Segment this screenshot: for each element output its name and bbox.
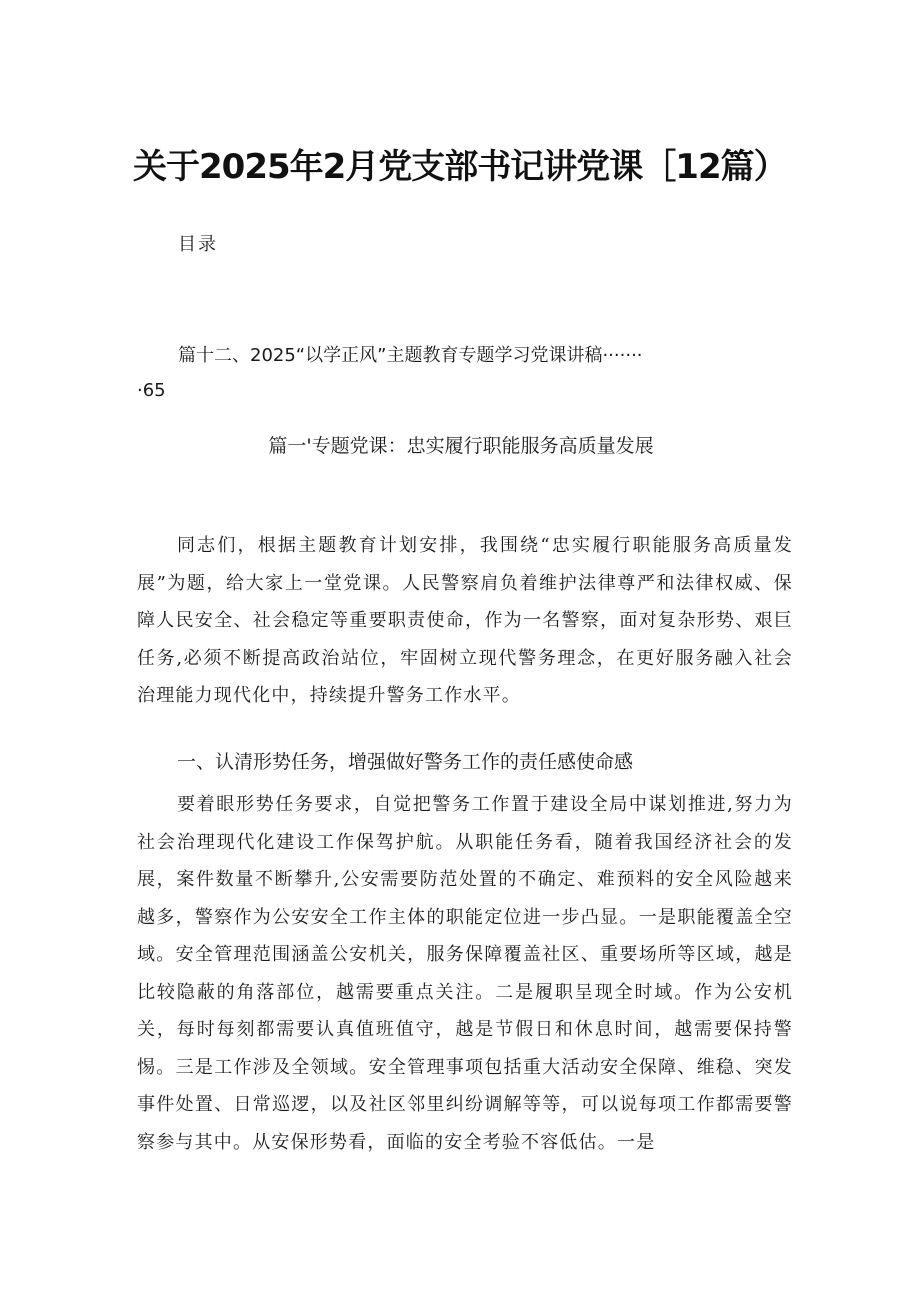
- toc-entry-page-number: ·65: [137, 380, 166, 401]
- body-paragraph: 同志们，根据主题教育计划安排，我围绕“忠实履行职能服务高质量发展”为题，给大家上一堂党课。人民警察肩负着维护法律尊严和法律权威、保障人民安全、社会稳定等重要职责使命，作为一名警察，面对复杂形势、艰巨任务,必须不断提高政治站位，牢固树立现代警务理念，在更好服务融入社会治理能力现代化中，持续提升警务工作水平。: [137, 535, 793, 706]
- document-title: 关于2025年2月党支部书记讲党课［12篇）: [133, 147, 787, 187]
- sub-heading: 一、认清形势任务，增强做好警务工作的责任感使命感: [177, 751, 634, 773]
- body-paragraph: 要着眼形势任务要求，自觉把警务工作置于建设全局中谋划推进,努力为社会治理现代化建设工作保驾护航。从职能任务看，随着我国经济社会的发展，案件数量不断攀升,公安需要防范处置的不确定、难预料的安全风险越来越多，警察作为公安安全工作主体的职能定位进一步凸显。一是职能覆盖全空域。安全管理范围涵盖公安机关，服务保障覆盖社区、重要场所等区域，越是比较隐蔽的角落部位，越需要重点关注。二是履职呈现全时域。作为公安机关，每时每刻都需要认真值班值守，越是节假日和休息时间，越需要保持警惕。三是工作涉及全领域。安全管理事项包括重大活动安全保障、维稳、突发事件处置、日常巡逻，以及社区邻里纠纷调解等等，可以说每项工作都需要警察参与其中。从安保形势看，面临的安全考验不容低估。一是: [137, 794, 793, 1153]
- section-heading: 篇一'专题党课：忠实履行职能服务高质量发展: [268, 435, 654, 457]
- toc-entry: 篇十二、2025“以学正风”主题教育专题学习党课讲稿·······: [178, 345, 643, 366]
- toc-label: 目录: [178, 234, 218, 255]
